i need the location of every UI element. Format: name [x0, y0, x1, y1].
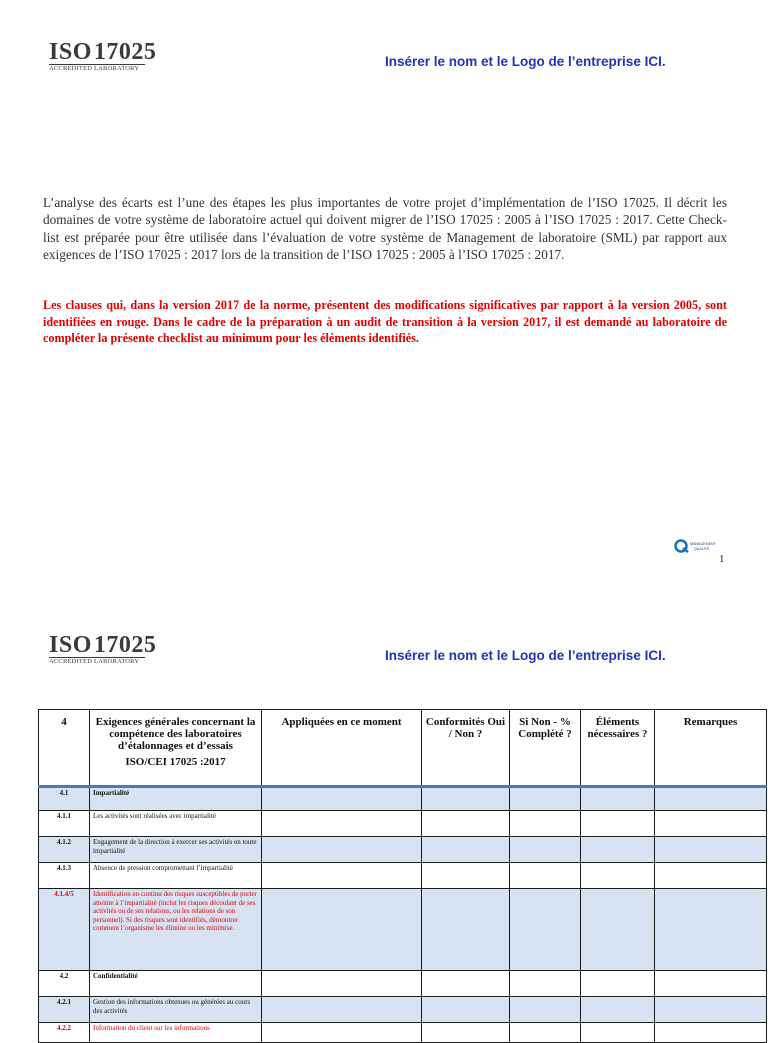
remarks-cell[interactable] [655, 787, 767, 811]
completion-cell[interactable] [510, 997, 581, 1023]
table-row [39, 787, 767, 811]
completion-cell[interactable] [510, 837, 581, 863]
completion-cell[interactable] [510, 889, 581, 971]
conformity-cell[interactable] [422, 811, 510, 837]
checklist-table [38, 709, 767, 1043]
completion-cell[interactable] [510, 811, 581, 837]
header-appliquees: Appliquées en ce moment [262, 710, 422, 787]
applied-cell[interactable] [262, 889, 422, 971]
elements-cell[interactable] [581, 997, 655, 1023]
table-row [39, 997, 767, 1023]
company-placeholder-page2: Insérer le nom et le Logo de l’entreprise ICI. [385, 648, 666, 663]
clause-number: 4.2 [39, 971, 90, 997]
iso-logo-page2 [49, 632, 157, 666]
red-clauses-note: Les clauses qui, dans la version 2017 de la norme, présentent des modifications significatives par rapport à la version 2005, sont identifiées en rouge. Dans le cadre de la préparation à un audit de transition à la version 2017, il est demandé au laboratoire de compléter la présente checklist au minimum pour les éléments identifiés. [43, 298, 727, 345]
elements-cell[interactable] [581, 971, 655, 997]
conformity-cell[interactable] [422, 863, 510, 889]
table-row [39, 971, 767, 997]
header-elements: Éléments nécessaires ? [581, 710, 655, 787]
applied-cell[interactable] [262, 811, 422, 837]
svg-text:QUALITÉ: QUALITÉ [694, 547, 710, 551]
elements-cell[interactable] [581, 811, 655, 837]
company-placeholder: Insérer le nom et le Logo de l’entreprise ICI. [385, 54, 666, 69]
clause-text: Identification en continu des risques susceptibles de porter atteinte à l’impartialité (inclut les risques découlant de ses activités ou de ses relations, ou les relations de son personnel). Si des risques sont identifiés, démontrer comment l’organisme les élimine ou les minimise. [90, 889, 262, 971]
clause-number: 4.1.3 [39, 863, 90, 889]
applied-cell[interactable] [262, 997, 422, 1023]
remarks-cell[interactable] [655, 1023, 767, 1043]
clause-number: 4.1.1 [39, 811, 90, 837]
iso-logo [49, 39, 157, 73]
conformity-cell[interactable] [422, 889, 510, 971]
table-row [39, 889, 767, 971]
logo-iso-text: ISO [49, 39, 92, 65]
table-row [39, 1023, 767, 1043]
applied-cell[interactable] [262, 1023, 422, 1043]
table-row [39, 811, 767, 837]
clause-number: 4.1.2 [39, 837, 90, 863]
clause-number: 4.1 [39, 787, 90, 811]
header-num: 4 [39, 710, 90, 787]
completion-cell[interactable] [510, 971, 581, 997]
elements-cell[interactable] [581, 1023, 655, 1043]
remarks-cell[interactable] [655, 863, 767, 889]
elements-cell[interactable] [581, 889, 655, 971]
management-qualite-logo [674, 538, 720, 554]
conformity-cell[interactable] [422, 787, 510, 811]
conformity-cell[interactable] [422, 837, 510, 863]
header-si-non: Si Non - % Complété ? [510, 710, 581, 787]
clause-text: Gestion des informations obtenues ou générées au cours des activités [90, 997, 262, 1023]
clause-number: 4.1.4/5 [39, 889, 90, 971]
table-header-row [39, 710, 767, 787]
clause-text: Les activités sont réalisées avec impartialité [90, 811, 262, 837]
logo-number-text: 17025 [93, 632, 157, 658]
applied-cell[interactable] [262, 837, 422, 863]
header-exigences-ref: ISO/CEI 17025 :2017 [125, 756, 226, 768]
applied-cell[interactable] [262, 971, 422, 997]
clause-text: Information du client sur les informations [90, 1023, 262, 1043]
clause-number: 4.2.2 [39, 1023, 90, 1043]
conformity-cell[interactable] [422, 971, 510, 997]
table-row [39, 863, 767, 889]
elements-cell[interactable] [581, 863, 655, 889]
elements-cell[interactable] [581, 787, 655, 811]
header-remarques: Remarques [655, 710, 767, 787]
remarks-cell[interactable] [655, 837, 767, 863]
clause-text: Confidentialité [90, 971, 262, 997]
clause-text: Absence de pression compromettant l’impartialité [90, 863, 262, 889]
logo-iso-text: ISO [49, 632, 92, 658]
header-exigences-text: Exigences générales concernant la compétence des laboratoires d’étalonnages et d’essais [95, 716, 256, 752]
remarks-cell[interactable] [655, 997, 767, 1023]
logo-subtitle: ACCREDITED LABORATORY [49, 64, 145, 73]
applied-cell[interactable] [262, 863, 422, 889]
completion-cell[interactable] [510, 863, 581, 889]
clause-text: Engagement de la direction à exercer ses activités en toute impartialité [90, 837, 262, 863]
applied-cell[interactable] [262, 787, 422, 811]
remarks-cell[interactable] [655, 889, 767, 971]
table-row [39, 837, 767, 863]
page-number: 1 [719, 553, 725, 565]
svg-text:MANAGEMENT: MANAGEMENT [690, 542, 716, 546]
completion-cell[interactable] [510, 787, 581, 811]
remarks-cell[interactable] [655, 971, 767, 997]
elements-cell[interactable] [581, 837, 655, 863]
logo-subtitle: ACCREDITED LABORATORY [49, 657, 145, 666]
intro-paragraph: L’analyse des écarts est l’une des étapes les plus importantes de votre projet d’implémentation de l’ISO 17025. Il décrit les domaines de votre système de laboratoire actuel qui doivent migrer de l’ISO 17025 : 2005 à l’ISO 17025 : 2017. Cette Check-list est préparée pour être utilisée dans l’évaluation de votre système de Management de laboratoire (SML) par rapport aux exigences de l’ISO 17025 : 2017 lors de la transition de l’ISO 17025 : 2005 à l’ISO 17025 : 2017. [43, 195, 727, 262]
clause-text: Impartialité [90, 787, 262, 811]
clause-number: 4.2.1 [39, 997, 90, 1023]
conformity-cell[interactable] [422, 1023, 510, 1043]
remarks-cell[interactable] [655, 811, 767, 837]
conformity-cell[interactable] [422, 997, 510, 1023]
header-conformites: Conformités Oui / Non ? [422, 710, 510, 787]
logo-number-text: 17025 [93, 39, 157, 65]
header-exigences [90, 710, 262, 787]
completion-cell[interactable] [510, 1023, 581, 1043]
